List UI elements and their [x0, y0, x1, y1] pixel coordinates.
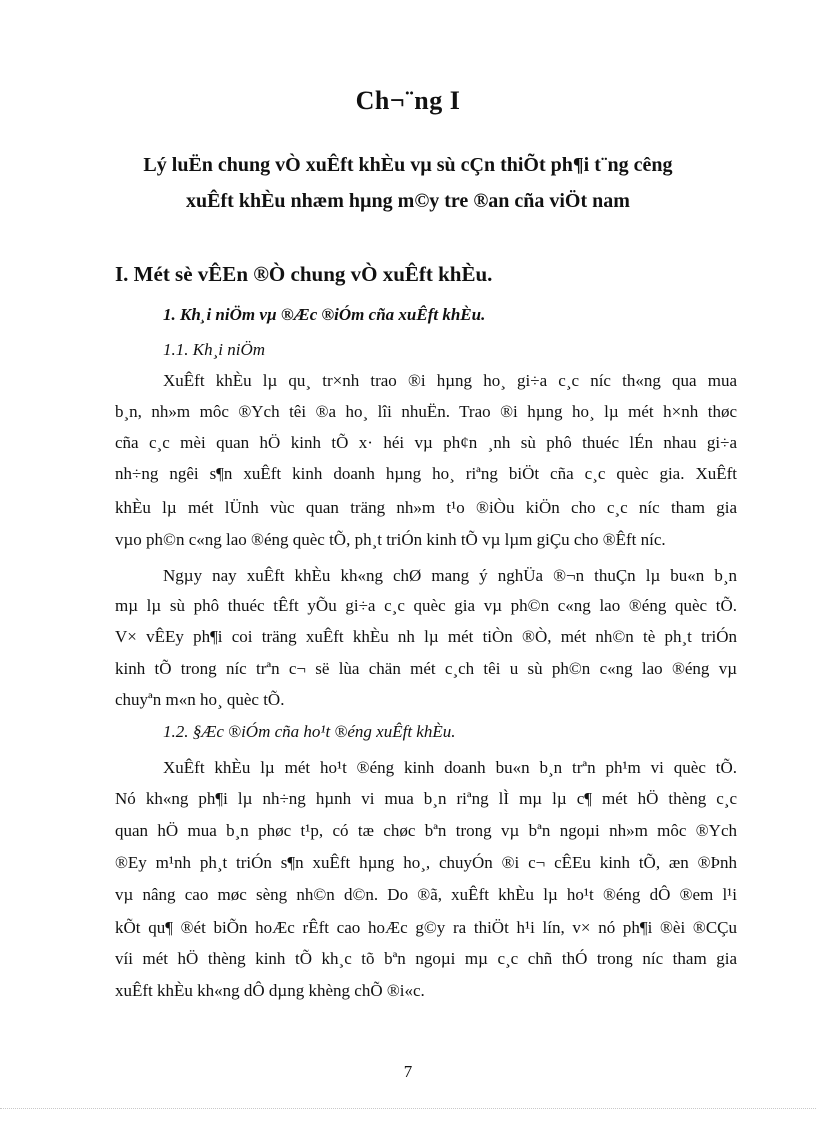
paragraph-3-line: ®Ey m¹nh ph¸t triÓn s¶n xuÊft hµng ho¸, chuyÓn ®i c¬ cÊEu kinh tÕ, æn ®Þnh — [115, 853, 737, 872]
paragraph-2-line: V× vÊEy ph¶i coi träng xuÊft khÈu nh lµ mét tiÒn ®Ò, mét nh©n tè ph¸t triÓn — [115, 627, 737, 646]
paragraph-1-line: khÈu lµ mét lÜnh vùc quan träng nh»m t¹o ®iÒu kiÖn cho c¸c níc tham gia — [115, 498, 737, 517]
paragraph-1-line: XuÊft khÈu lµ qu¸ tr×nh trao ®i hµng ho¸ gi÷a c¸c níc th«ng qua mua — [163, 371, 737, 390]
paragraph-2-line: chuyªn m«n ho¸ quèc tÕ. — [115, 690, 285, 709]
paragraph-1-line: cña c¸c mèi quan hÖ kinh tÕ x· héi vµ ph¢n ¸nh sù phô thuéc lÉn nhau gi÷a — [115, 433, 737, 452]
chapter-subtitle-line-1: Lý luËn chung vÒ xuÊft khÈu vµ sù cÇn thiÕt ph¶i t¨ng cêng — [143, 154, 673, 176]
paragraph-3-line: kÕt qu¶ ®ét biÕn hoÆc rÊft cao hoÆc g©y ra thiÖt h¹i lín, v× nó ph¶i ®èi ®CÇu — [115, 918, 737, 937]
paragraph-3-line: xuÊft khÈu kh«ng dÔ dµng khèng chÕ ®i«c. — [115, 981, 425, 1000]
chapter-title: Ch¬¨ng I — [355, 86, 461, 115]
paragraph-1-line: b¸n, nh»m môc ®Ych têi ®a ho¸ lîi nhuËn. Trao ®i hµng ho¸ lµ mét h×nh thøc — [115, 402, 737, 421]
subheading-1-2: 1.2. §Æc ®iÓm cña ho¹t ®éng xuÊft khÈu. — [163, 722, 456, 741]
subheading-1-1: 1.1. Kh¸i niÖm — [163, 340, 265, 359]
paragraph-3-line: Nó kh«ng ph¶i lµ nh÷ng hµnh vi mua b¸n riªng lÌ mµ lµ c¶ mét hÖ thèng c¸c — [115, 789, 737, 808]
paragraph-1-line: vµo ph©n c«ng lao ®éng quèc tÕ, ph¸t triÓn kinh tÕ vµ lµm giÇu cho ®Êft níc. — [115, 530, 666, 549]
paragraph-3-line: vµ nâng cao møc sèng nh©n d©n. Do ®ã, xuÊft khÈu lµ ho¹t ®éng dÔ ®em l¹i — [115, 885, 737, 904]
chapter-subtitle-line-2: xuÊft khÈu nhæm hµng m©y tre ®an cña viÖt nam — [186, 190, 630, 212]
page-bottom-divider — [0, 1108, 816, 1109]
subheading-1: 1. Kh¸i niÖm vµ ®Æc ®iÓm cña xuÊft khÈu. — [163, 305, 486, 324]
page-number: 7 — [403, 1062, 413, 1081]
paragraph-2-line: Ngµy nay xuÊft khÈu kh«ng chØ mang ý nghÜa ®¬n thuÇn lµ bu«n b¸n — [163, 566, 737, 585]
paragraph-3-line: XuÊft khÈu lµ mét ho¹t ®éng kinh doanh bu«n b¸n trªn ph¹m vi quèc tÕ. — [163, 758, 737, 777]
paragraph-3-line: víi mét hÖ thèng kinh tÕ kh¸c tõ bªn ngoµi mµ c¸c chñ thÓ trong níc tham gia — [115, 949, 737, 968]
paragraph-1-line: nh÷ng ngêi s¶n xuÊft kinh doanh hµng ho¸ riªng biÖt cña c¸c quèc gia. XuÊft — [115, 464, 737, 483]
paragraph-2-line: kinh tÕ trong níc trªn c¬ së lùa chän mét c¸ch têi u sù ph©n c«ng lao ®éng vµ — [115, 659, 737, 678]
section-heading: I. Mét sè vÊEn ®Ò chung vÒ xuÊft khÈu. — [115, 262, 493, 286]
paragraph-2-line: mµ lµ sù phô thuéc tÊft yÕu gi÷a c¸c quèc gia vµ ph©n c«ng lao ®éng quèc tÕ. — [115, 596, 737, 615]
paragraph-3-line: quan hÖ mua b¸n phøc t¹p, có tæ chøc bªn trong vµ bªn ngoµi nh»m môc ®Ych — [115, 821, 737, 840]
